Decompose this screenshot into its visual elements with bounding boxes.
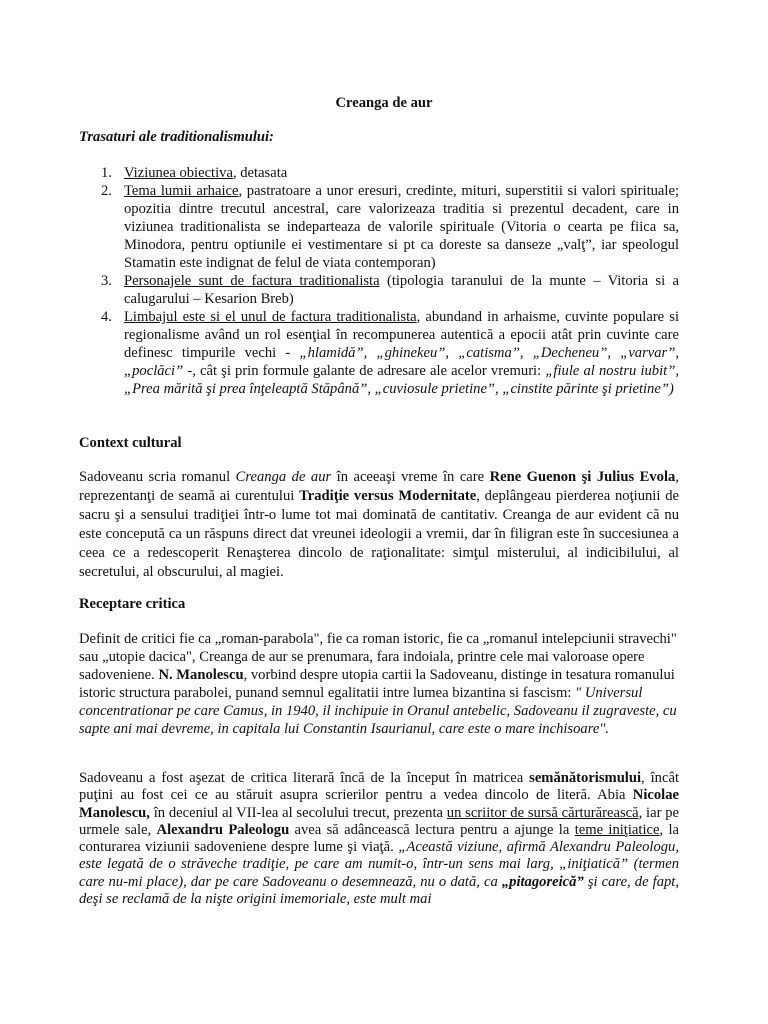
- section-heading-context: Context cultural: [79, 435, 182, 451]
- list-item: 4. Limbajul este si el unul de factura traditionalista, abundand in arhaisme, cuvinte populare si regionalisme având un rol esenţial în recompunerea autentică a epocii atât prin cuvinte care definesc timpurile vechi - „hlamidă”, „ghinekeu”, „catisma”, „Decheneu”, „varvar”, „poclăci” -, cât şi prin formule galante de adresare ale acelor vremuri: „fiule al nostru iubit”, „Prea mărită şi prea înţeleaptă Stăpână”, „cuviosule prietine”, „cinstite părinte şi prietine”): [101, 309, 679, 397]
- reception-paragraph: Definit de critici fie ca „roman-parabola", fie ca roman istoric, fie ca „romanul intelepciunii stravechi" sau „utopie dacica", Creanga de aur se prenumara, fara indoiala, printre cele mai valoroase opere sadoveniene. N. Manolescu, vorbind despre utopia cartii la Sadoveanu, distinge in tesatura romanului istoric structura parabolei, punand semnul egalitatii intre lumea bizantina si fascism: " Universul concentrationar pe care Camus, in 1940, il inchipuie in Oranul antebelic, Sadoveanu il zugraveste, cu sapte ani mai devreme, in capitala lui Constantin Isaurianul, care este o mare inchisoare".: [79, 631, 677, 737]
- page-title: Creanga de aur: [335, 95, 433, 111]
- list-item: 1. Viziunea obiectiva, detasata: [101, 165, 288, 181]
- paleologu-paragraph: Sadoveanu a fost aşezat de critica literară încă de la început în matricea semănătorismului, încât puţini au fost cei ce au stăruit asupra scrierilor pentru a vedea dincolo de literă. Abia Nicolae Manolescu, în deceniul al VII-lea al secolului trecut, prezenta un scriitor de sursă cărturărească, iar pe urmele sale, Alexandru Paleologu avea să adâncească lectura pentru a ajunge la teme iniţiatice, la conturarea viziunii sadoveniene despre lume şi viaţă. „Această viziune, afirmă Alexandru Paleologu, este legată de o străveche tradiţie, pe care am numit-o, într-un sens mai larg, „iniţiatică” (termen care nu-mi place), dar pe care Sadoveanu o desemnează, nu o dată, ca „pitagoreică” şi care, de fapt, deşi se reclamă de la nişte origini imemoriale, este mult mai: [79, 770, 679, 908]
- list-item: 2. Tema lumii arhaice, pastratoare a unor eresuri, credinte, mituri, superstitii si valori spirituale; opozitia dintre trecutul ancestral, care valorizeaza traditia si prezentul decadent, care in viziunea traditionalista se indeparteaza de valorile spirituale (Vitoria o cearta pe fiica sa, Minodora, pentru optiunile ei vestimentare si pt ca doreste sa danseze „valţ”, iar speologul Stamatin este indignat de felul de viata contemporan): [101, 183, 679, 271]
- traits-list: [79, 164, 679, 398]
- section-heading-reception: Receptare critica: [79, 596, 186, 612]
- context-paragraph: Sadoveanu scria romanul Creanga de aur în aceeaşi vreme în care Rene Guenon şi Julius Evola, reprezentanţi de seamă ai curentului Tradiţie versus Modernitate, deplângeau pierderea noţiunii de sacru şi a sensului tradiţiei într-o lume tot mai dominată de cantitativ. Creanga de aur evident că nu este concepută ca un răspuns direct dat vreunei ideologii a vremii, dar în filigran este în succesiunea a ceea ce a redescoperit Renaşterea dincolo de raţionalitate: simţul misterului, al indicibilului, al secretului, al obscurului, al magiei.: [79, 469, 679, 580]
- list-item: 3. Personajele sunt de factura traditionalista (tipologia taranului de la munte – Vitoria si a calugarului – Kesarion Breb): [101, 273, 679, 307]
- section-heading-traits: Trasaturi ale traditionalismului:: [79, 129, 274, 145]
